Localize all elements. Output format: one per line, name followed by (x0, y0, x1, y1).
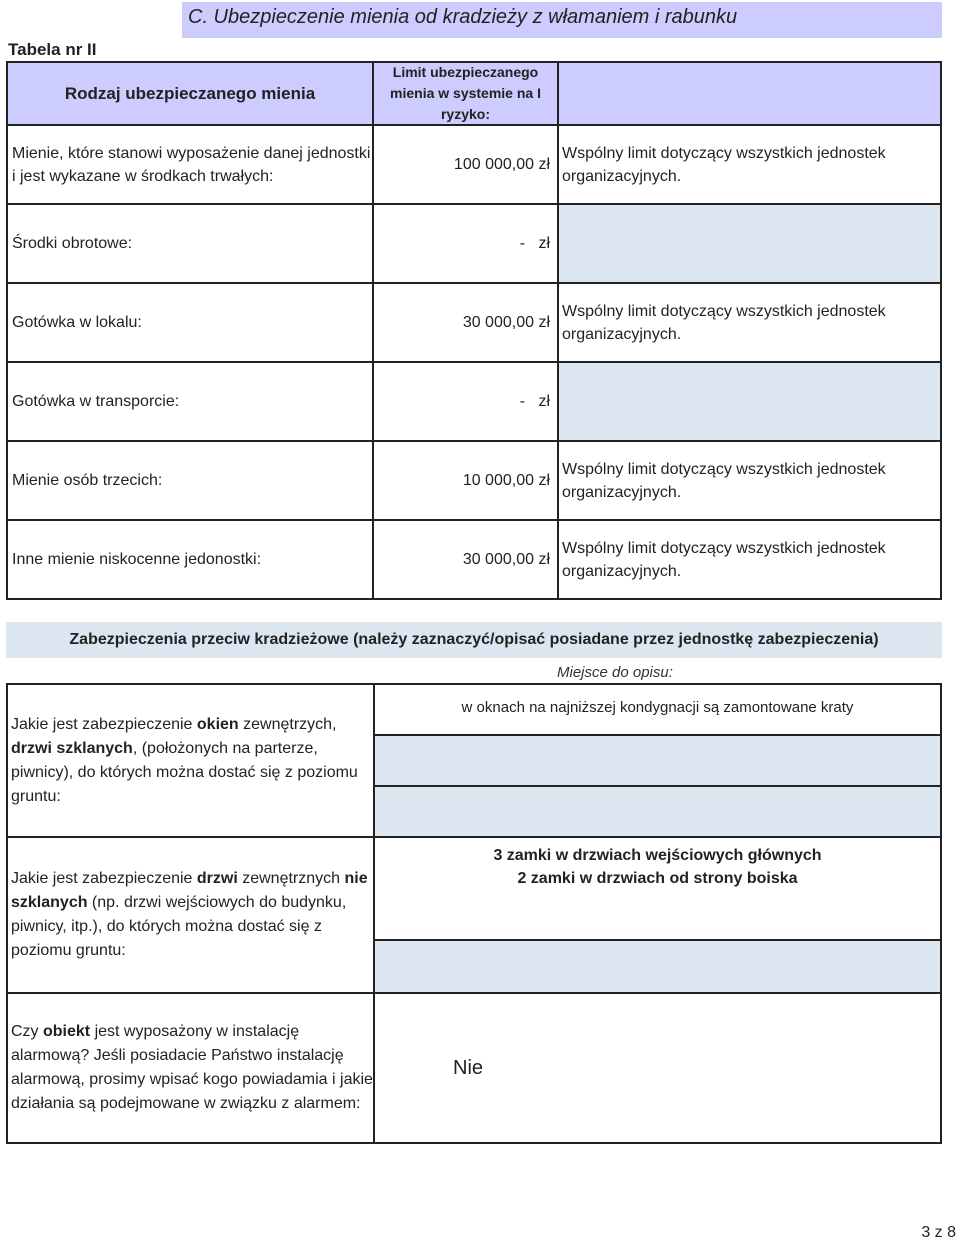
page-number: 3 z 8 (921, 1224, 956, 1241)
table-row-label: Mienie osób trzecich: (6, 440, 374, 521)
table-row-note[interactable] (557, 361, 942, 442)
answer-field[interactable] (373, 734, 942, 787)
table-row-value: - zł (372, 203, 559, 284)
table-row-value: 100 000,00 zł (372, 124, 559, 205)
description-label: Miejsce do opisu: (557, 664, 673, 681)
answer-alarm[interactable]: Nie (373, 992, 942, 1144)
table-row-note: Wspólny limit dotyczący wszystkich jednostek organizacyjnych. (557, 282, 942, 363)
table-row-value: 30 000,00 zł (372, 519, 559, 600)
table-row-label: Inne mienie niskocenne jedonostki: (6, 519, 374, 600)
answer-doors[interactable] (373, 836, 942, 941)
table-row-value: 30 000,00 zł (372, 282, 559, 363)
table-row-note: Wspólny limit dotyczący wszystkich jednostek organizacyjnych. (557, 124, 942, 205)
table-row-label: Gotówka w transporcie: (6, 361, 374, 442)
question-doors: Jakie jest zabezpieczenie drzwi zewnętrznych nie szklanych (np. drzwi wejściowych do budynku, piwnicy, itp.), do których można dostać się z poziomu gruntu: (6, 836, 375, 994)
table-row-label: Gotówka w lokalu: (6, 282, 374, 363)
security-section-title: Zabezpieczenia przeciw kradzieżowe (należy zaznaczyć/opisać posiadane przez jednostkę zabezpieczenia) (69, 631, 879, 648)
answer-field[interactable] (373, 785, 942, 838)
answer-doors-line: 2 zamki w drzwiach od strony boiska (517, 870, 798, 887)
table-row-value: 10 000,00 zł (372, 440, 559, 521)
table-row-note: Wspólny limit dotyczący wszystkich jednostek organizacyjnych. (557, 519, 942, 600)
answer-field[interactable] (373, 939, 942, 994)
section-title: C. Ubezpieczenie mienia od kradzieży z włamaniem i rabunku (188, 6, 738, 28)
table-row-value: - zł (372, 361, 559, 442)
header-col-type: Rodzaj ubezpieczanego mienia (6, 61, 374, 126)
answer-doors-line: 3 zamki w drzwiach wejściowych głównych (493, 847, 822, 864)
table-label: Tabela nr II (8, 40, 97, 59)
question-alarm: Czy obiekt jest wyposażony w instalację alarmową? Jeśli posiadacie Państwo instalację alarmową, prosimy wpisać kogo powiadamia i jakie działania są podejmowane w związku z alarmem: (6, 992, 375, 1144)
header-col-note (557, 61, 942, 126)
table-row-note[interactable] (557, 203, 942, 284)
question-windows: Jakie jest zabezpieczenie okien zewnętrzych, drzwi szklanych, (położonych na parterze, piwnicy), do których można dostać się z poziomu gruntu: (6, 683, 375, 838)
table-row-label: Mienie, które stanowi wyposażenie danej jednostki i jest wykazane w środkach trwałych: (6, 124, 374, 205)
table-row-note: Wspólny limit dotyczący wszystkich jednostek organizacyjnych. (557, 440, 942, 521)
header-col-limit: Limit ubezpieczanego mienia w systemie na I ryzyko: (372, 61, 559, 126)
table-row-label: Środki obrotowe: (6, 203, 374, 284)
answer-windows[interactable]: w oknach na najniższej kondygnacji są zamontowane kraty (373, 683, 942, 736)
